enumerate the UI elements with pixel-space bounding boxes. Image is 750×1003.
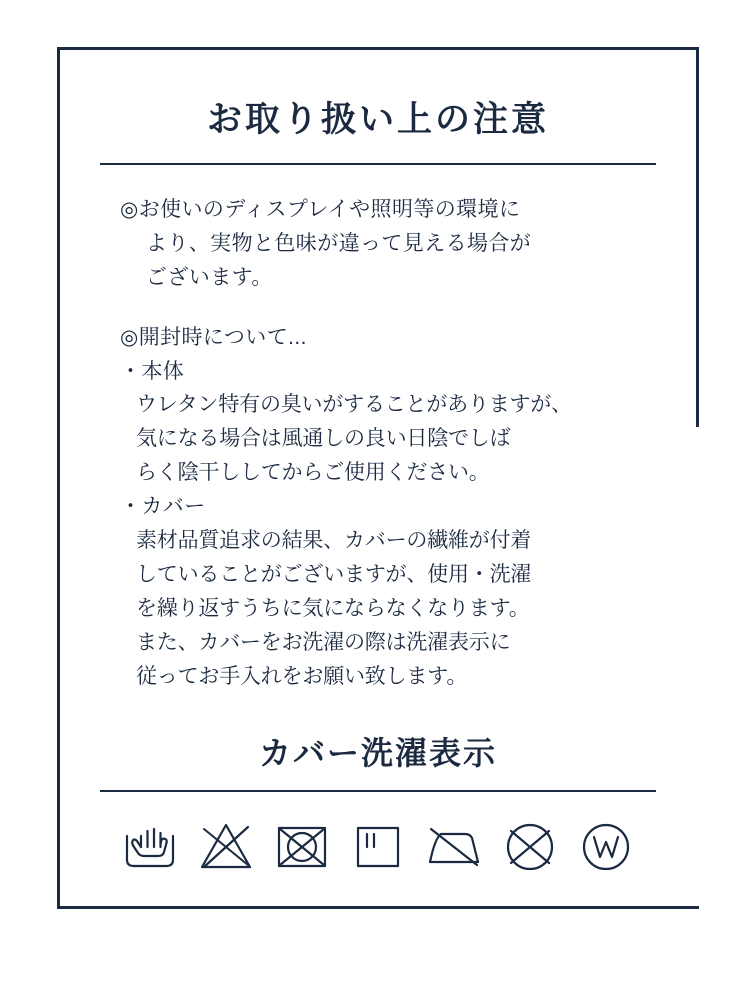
item-line: ウレタン特有の臭いがすることがありますが、 xyxy=(136,393,572,417)
hand-wash-icon xyxy=(119,816,181,878)
opening-heading: ◎開封時について... xyxy=(120,326,307,350)
no-iron-icon xyxy=(423,816,485,878)
item-line: 従ってお手入れをお願い致します。 xyxy=(136,664,468,688)
line-dry-in-shade-icon xyxy=(347,816,409,878)
note-line: より、実物と色味が違って見える場合が xyxy=(146,232,532,256)
care-symbols-row xyxy=(57,816,699,878)
item-line: を繰り返すうちに気にならなくなります。 xyxy=(136,596,530,620)
no-dry-clean-icon xyxy=(499,816,561,878)
opening-item-body xyxy=(120,355,656,491)
content-area xyxy=(57,47,699,909)
item-label: ・カバー xyxy=(120,495,206,519)
opening-item-cover xyxy=(120,490,656,694)
no-bleach-icon xyxy=(195,816,257,878)
item-line: また、カバーをお洗濯の際は洗濯表示に xyxy=(136,630,511,654)
opening-section xyxy=(100,321,656,694)
wet-clean-icon xyxy=(575,816,637,878)
care-section-title: カバー洗濯表示 xyxy=(258,734,497,771)
item-line: していることがございますが、使用・洗濯 xyxy=(136,562,532,586)
page-title: お取り扱い上の注意 xyxy=(206,100,549,139)
note-line: ◎お使いのディスプレイや照明等の環境に xyxy=(120,198,521,221)
notes-section xyxy=(100,193,656,694)
care-title-divider xyxy=(100,790,656,792)
item-label: ・本体 xyxy=(120,359,185,383)
note-line: ございます。 xyxy=(146,266,273,290)
title-divider xyxy=(100,163,656,165)
item-line: らく陰干ししてからご使用ください。 xyxy=(136,461,490,485)
display-color-note xyxy=(100,193,656,295)
item-line: 素材品質追求の結果、カバーの繊維が付着 xyxy=(136,528,532,552)
no-tumble-dry-icon xyxy=(271,816,333,878)
item-line: 気になる場合は風通しの良い日陰でしば xyxy=(136,427,511,451)
